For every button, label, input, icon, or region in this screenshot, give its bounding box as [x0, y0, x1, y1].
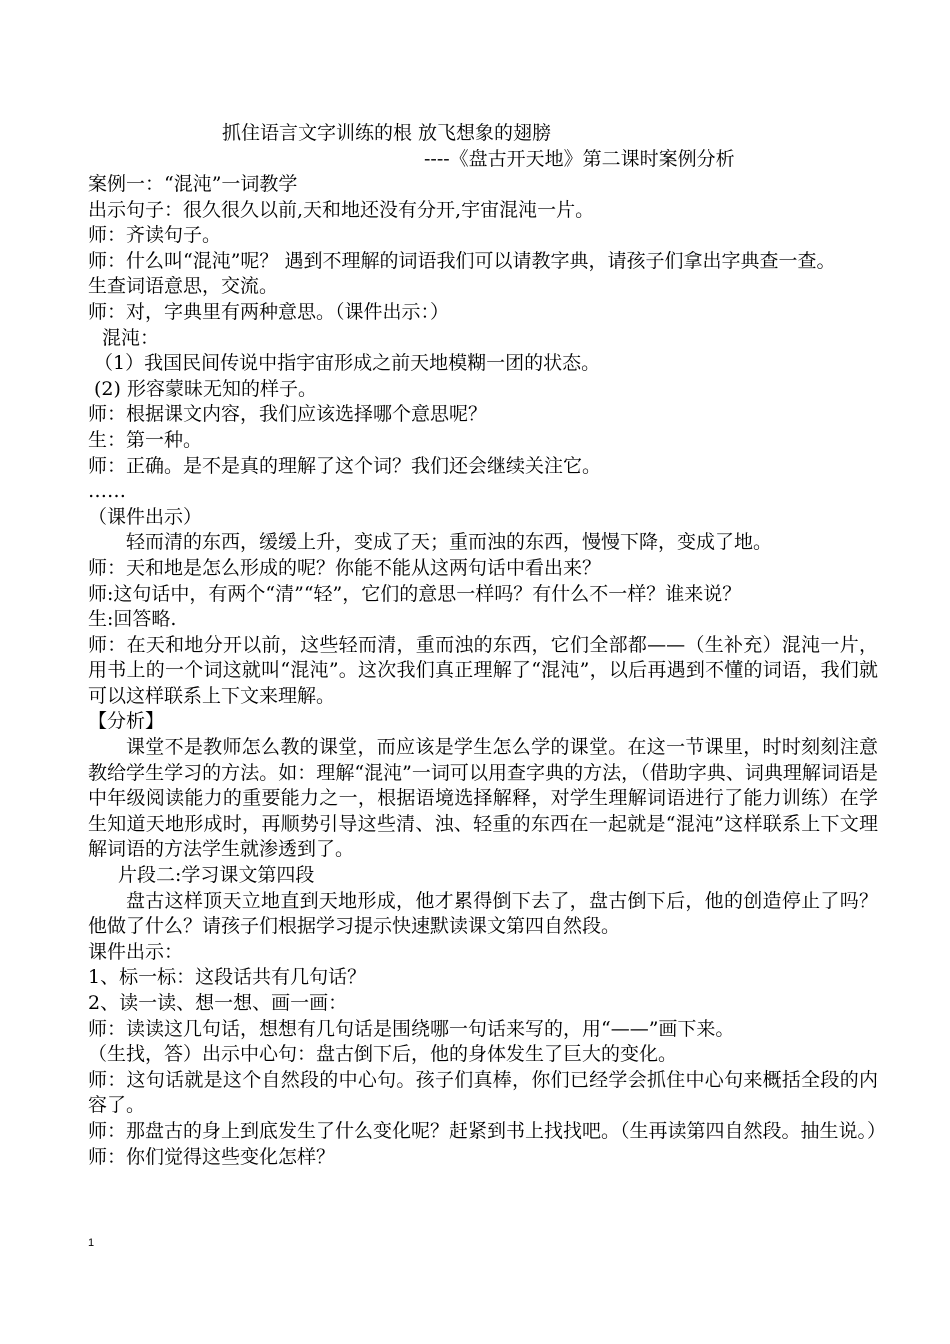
document-body	[88, 120, 887, 1170]
ellipsis: ……	[88, 480, 126, 503]
paragraph: （课件出示）	[88, 505, 203, 528]
paragraph: 生查词语意思，交流。	[88, 275, 279, 298]
case-heading: 案例一：“混沌”一词教学	[88, 173, 298, 195]
paragraph: 出示句子：很久很久以前,天和地还没有分开,宇宙混沌一片。	[88, 198, 595, 221]
paragraph: 师：你们觉得这些变化怎样？	[88, 1145, 336, 1168]
analysis-heading: 【分析】	[88, 710, 165, 733]
list-item: 2、读一读、想一想、画一画：	[88, 992, 348, 1014]
paragraph: 师：这句话就是这个自然段的中心句。孩子们真棒，你们已经学会抓住中心句来概括全段的内容了。	[88, 1068, 878, 1117]
paragraph: 师：什么叫“混沌”呢？ 遇到不理解的词语我们可以请教字典，请孩子们拿出字典查一查。	[88, 249, 836, 272]
document-subtitle: ----《盘古开天地》第二课时案例分析	[424, 148, 735, 170]
paragraph: 师:这句话中，有两个“清”“轻”，它们的意思一样吗？有什么不一样？谁来说？	[88, 582, 742, 605]
paragraph: 盘古这样顶天立地直到天地形成，他才累得倒下去了，盘古倒下后，他的创造停止了吗？他做了什么？请孩子们根据学习提示快速默读课文第四自然段。	[88, 889, 878, 938]
definition-term: 混沌：	[102, 326, 160, 349]
paragraph: 课件出示：	[88, 940, 184, 963]
paragraph: 师：根据课文内容，我们应该选择哪个意思呢？	[88, 403, 488, 426]
paragraph: 师：齐读句子。	[88, 224, 222, 247]
paragraph: 师：在天和地分开以前，这些轻而清，重而浊的东西，它们全部都——（生补充）混沌一片，用书上的一个词这就叫“混沌”。这次我们真正理解了“混沌”，以后再遇到不懂的词语，我们就可以这样联系上下文来理解。	[88, 633, 878, 707]
paragraph: 生:回答略.	[88, 608, 177, 631]
paragraph: 师：对，字典里有两种意思。（课件出示：）	[88, 300, 450, 323]
page-number: 1	[88, 1237, 95, 1249]
definition-item: （1）我国民间传说中指宇宙形成之前天地模糊一团的状态。	[94, 352, 601, 375]
paragraph: 师：天和地是怎么形成的呢？你能不能从这两句话中看出来？	[88, 556, 602, 579]
paragraph: 生：第一种。	[88, 428, 203, 451]
paragraph: 师：读读这几句话，想想有几句话是围绕哪一句话来写的，用“——”画下来。	[88, 1017, 735, 1040]
paragraph: 师：那盘古的身上到底发生了什么变化呢？赶紧到书上找找吧。（生再读第四自然段。抽生说。）	[88, 1119, 887, 1142]
paragraph: 师：正确。是不是真的理解了这个词？我们还会继续关注它。	[88, 454, 602, 477]
section-heading: 片段二:学习课文第四段	[118, 864, 315, 887]
document-title: 抓住语言文字训练的根 放飞想象的翅膀	[222, 122, 552, 144]
list-item: 1、标一标：这段话共有几句话？	[88, 966, 367, 989]
definition-item: (2) 形容蒙昧无知的样子。	[94, 377, 317, 400]
quoted-text: 轻而清的东西，缓缓上升，变成了天；重而浊的东西，慢慢下降，变成了地。	[126, 531, 773, 554]
analysis-paragraph: 课堂不是教师怎么教的课堂，而应该是学生怎么学的课堂。在这一节课里，时时刻刻注意教给学生学习的方法。如：理解“混沌”一词可以用查字典的方法，（借助字典、词典理解词语是中年级阅读能力的重要能力之一，根据语境选择解释，对学生理解词语进行了能力训练）在学生知道天地形成时，再顺势引导这些清、浊、轻重的东西在一起就是“混沌”这样联系上下文理解词语的方法学生就渗透到了。	[88, 736, 878, 861]
paragraph: （生找，答）出示中心句：盘古倒下后，他的身体发生了巨大的变化。	[88, 1043, 678, 1066]
